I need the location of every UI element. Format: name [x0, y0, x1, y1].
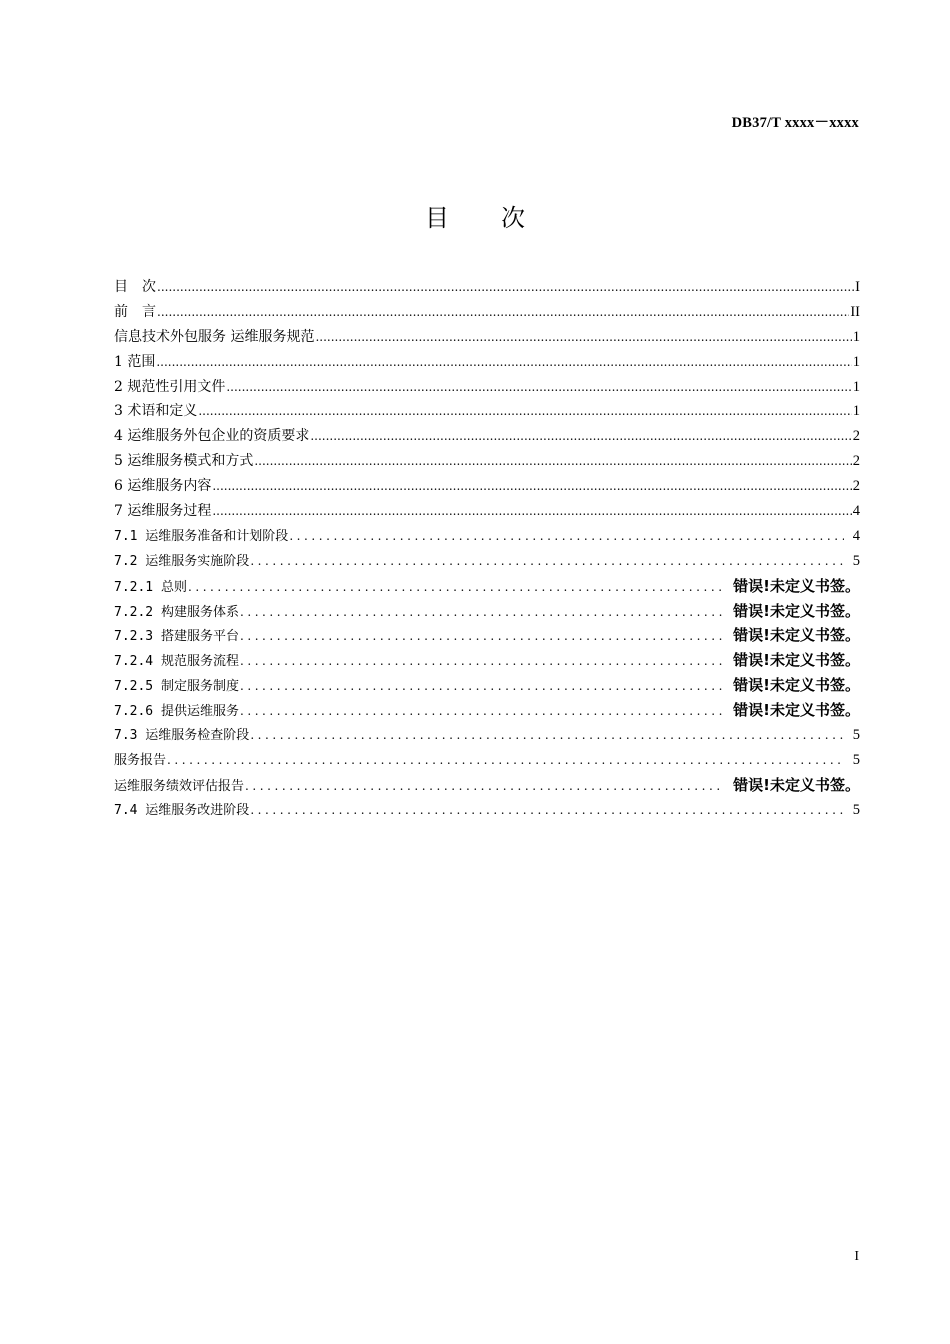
toc-dot-leader	[167, 753, 844, 767]
toc-dot-leader	[254, 454, 851, 468]
toc-entry[interactable]	[114, 774, 860, 799]
toc-dot-leader	[240, 654, 722, 668]
toc-entry-page: 1	[852, 353, 860, 370]
toc-entry-label: 7.2.5 制定服务制度	[114, 679, 239, 695]
toc-entry-page: 错误!未定义书签。	[733, 576, 860, 595]
toc-entry-label: 7.2.1 总则	[114, 579, 187, 595]
toc-entry-label: 7 运维服务过程	[114, 503, 212, 520]
toc-entry[interactable]	[114, 376, 860, 401]
toc-entry[interactable]	[114, 699, 860, 724]
document-code: DB37/T xxxx－xxxx	[731, 115, 859, 131]
toc-entry-page: I	[855, 279, 860, 295]
toc-entry-label: 6 运维服务内容	[114, 478, 212, 495]
toc-entry[interactable]	[114, 500, 860, 525]
toc-entry-label: 前 言	[114, 303, 156, 320]
toc-dot-leader	[315, 330, 851, 344]
toc-entry[interactable]	[114, 301, 860, 326]
toc-entry-label: 4 运维服务外包企业的资质要求	[114, 428, 310, 445]
toc-entry-label: 3 术语和定义	[114, 403, 198, 420]
toc-entry[interactable]	[114, 450, 860, 475]
toc-dot-leader	[250, 728, 843, 742]
toc-entry-page: 错误!未定义书签。	[733, 676, 860, 695]
table-of-contents	[114, 276, 860, 824]
toc-entry-label: 信息技术外包服务 运维服务规范	[114, 328, 315, 345]
toc-entry-page: 错误!未定义书签。	[733, 626, 860, 645]
toc-entry[interactable]	[114, 674, 860, 699]
toc-dot-leader	[212, 479, 851, 493]
toc-dot-leader	[212, 504, 851, 518]
toc-entry-label: 2 规范性引用文件	[114, 378, 226, 395]
toc-entry[interactable]	[114, 724, 860, 749]
toc-entry-page: 错误!未定义书签。	[733, 651, 860, 670]
toc-dot-leader	[240, 679, 722, 693]
toc-entry-page: 5	[852, 727, 860, 744]
toc-entry-page: 2	[852, 478, 860, 495]
toc-entry-label: 7.1 运维服务准备和计划阶段	[114, 528, 289, 544]
toc-entry-page: 4	[852, 527, 860, 544]
toc-entry-label: 运维服务绩效评估报告	[114, 778, 245, 794]
toc-entry-page: 4	[852, 503, 860, 520]
footer-page-number: I	[854, 1249, 859, 1264]
toc-dot-leader	[240, 629, 722, 643]
toc-entry-page: II	[850, 303, 860, 320]
toc-dot-leader	[289, 529, 843, 543]
toc-entry-page: 错误!未定义书签。	[733, 775, 860, 794]
toc-entry-label: 7.4 运维服务改进阶段	[114, 802, 250, 818]
toc-entry-page: 错误!未定义书签。	[733, 601, 860, 620]
toc-dot-leader	[157, 305, 849, 319]
toc-entry-page: 1	[852, 403, 860, 420]
toc-entry-label: 7.3 运维服务检查阶段	[114, 728, 250, 744]
toc-dot-leader	[157, 280, 854, 294]
toc-entry-label: 7.2.2 构建服务体系	[114, 604, 239, 620]
toc-entry-label: 5 运维服务模式和方式	[114, 453, 254, 470]
toc-entry[interactable]	[114, 425, 860, 450]
toc-entry-page: 5	[852, 552, 860, 569]
toc-entry[interactable]	[114, 624, 860, 649]
toc-entry[interactable]	[114, 600, 860, 625]
toc-entry[interactable]	[114, 799, 860, 824]
toc-entry[interactable]	[114, 276, 860, 301]
toc-entry-label: 服务报告	[114, 752, 167, 768]
toc-entry[interactable]	[114, 550, 860, 575]
toc-dot-leader	[198, 404, 851, 418]
toc-entry[interactable]	[114, 749, 860, 774]
toc-entry-label: 目 次	[114, 279, 156, 295]
title-part-1: 目	[425, 204, 449, 232]
toc-entry-label: 7.2.3 搭建服务平台	[114, 629, 239, 645]
page-title	[0, 198, 950, 233]
toc-dot-leader	[156, 355, 851, 369]
toc-dot-leader	[188, 580, 722, 594]
toc-entry[interactable]	[114, 400, 860, 425]
toc-entry[interactable]	[114, 525, 860, 550]
toc-entry[interactable]	[114, 575, 860, 600]
toc-entry[interactable]	[114, 475, 860, 500]
toc-entry-page: 1	[852, 378, 860, 395]
toc-dot-leader	[226, 380, 851, 394]
toc-entry-page: 2	[852, 453, 860, 470]
toc-entry-page: 5	[852, 751, 860, 768]
toc-entry-label: 7.2.4 规范服务流程	[114, 654, 239, 670]
toc-entry-page: 2	[852, 428, 860, 445]
toc-entry-label: 1 范围	[114, 353, 156, 370]
toc-dot-leader	[250, 803, 843, 817]
toc-dot-leader	[245, 779, 722, 793]
toc-dot-leader	[250, 554, 843, 568]
title-part-2: 次	[501, 204, 525, 232]
toc-entry-page: 1	[852, 328, 860, 345]
toc-entry-page: 错误!未定义书签。	[733, 701, 860, 720]
toc-dot-leader	[310, 429, 851, 443]
toc-entry[interactable]	[114, 351, 860, 376]
toc-dot-leader	[240, 605, 722, 619]
toc-entry-label: 7.2.6 提供运维服务	[114, 704, 239, 720]
toc-entry-label: 7.2 运维服务实施阶段	[114, 553, 250, 569]
toc-entry[interactable]	[114, 649, 860, 674]
toc-entry-page: 5	[852, 801, 860, 818]
toc-entry[interactable]	[114, 326, 860, 351]
toc-dot-leader	[240, 704, 722, 718]
